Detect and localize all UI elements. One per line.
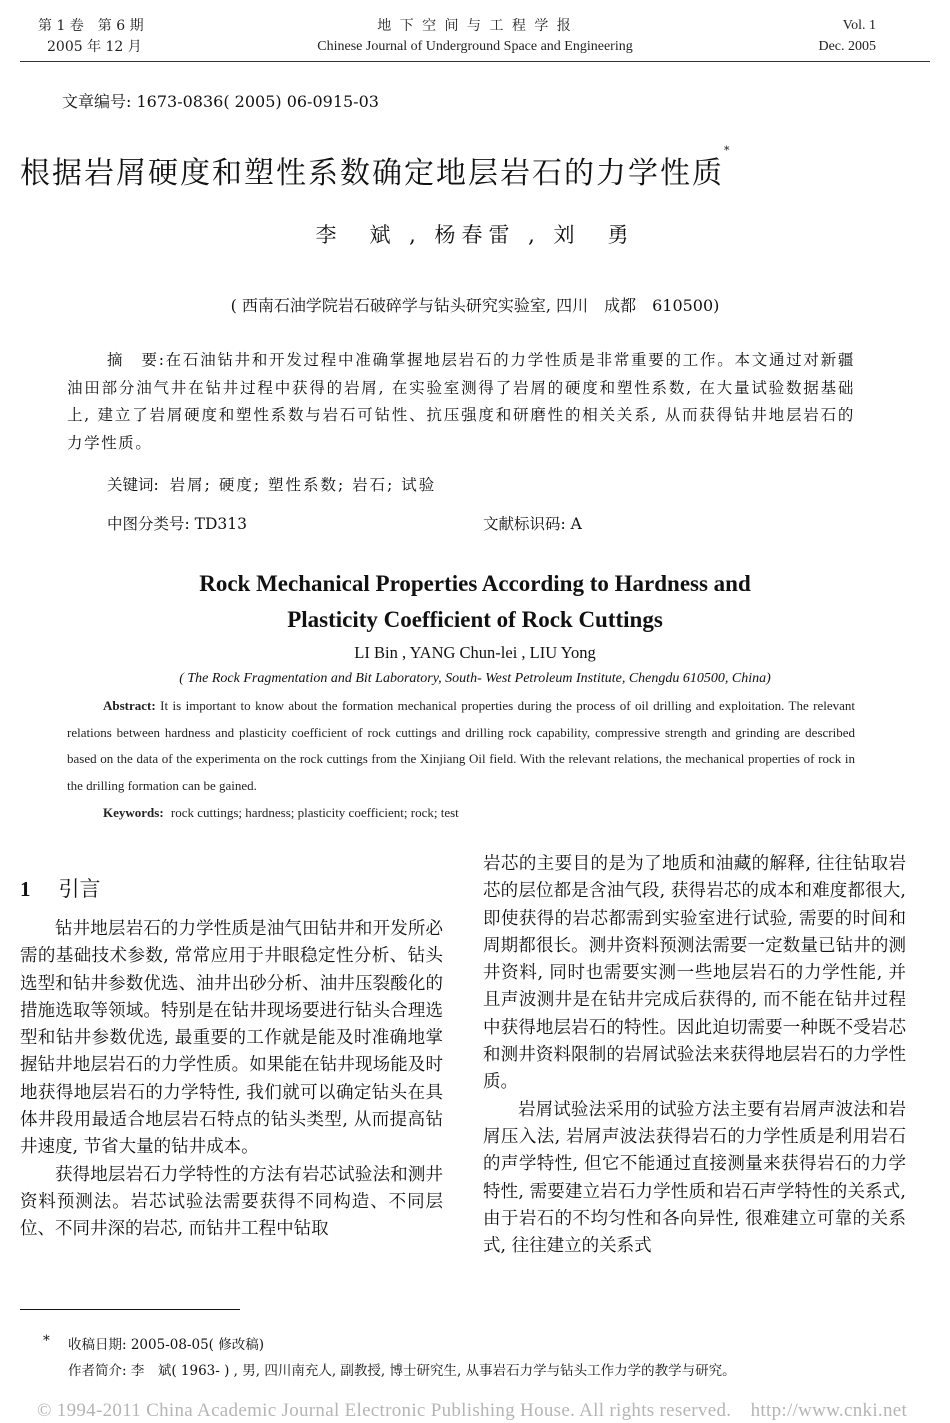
abstract-en-label: Abstract: xyxy=(103,698,156,713)
english-authors: LI Bin , YANG Chun-lei , LIU Yong xyxy=(354,643,596,662)
right-paragraph-2: 岩屑试验法采用的试验方法主要有岩屑声波法和岩屑压入法, 岩屑声波法获得岩石的力学性质是利用岩石的声学特性, 但它不能通过直接测量来获得岩石的力学特性, 需要建立岩石力学性质和岩石声学特性的关系式, 由于岩石的不均匀性和各向异性, 很难建立可靠的关系式, 往往建立的关系式 xyxy=(483,1099,906,1257)
header-journal-cn: 地 下 空 间 与 工 程 学 报 xyxy=(377,18,573,34)
clc-number: 中图分类号: TD313 xyxy=(107,515,247,533)
english-title-line2: Plasticity Coefficient of Rock Cuttings xyxy=(287,607,663,632)
header-rule xyxy=(20,61,930,62)
paper-title xyxy=(20,144,732,192)
footnote-rule xyxy=(20,1309,240,1310)
header-volume-issue: 第 1 卷 第 6 期 xyxy=(38,18,144,34)
affiliation: ( 西南石油学院岩石破碎学与钻头研究实验室, 四川 成都 610500) xyxy=(230,296,720,315)
right-column xyxy=(483,851,906,1260)
english-title-line1: Rock Mechanical Properties According to Hardness and xyxy=(199,571,751,596)
right-paragraph-1: 岩芯的主要目的是为了地质和油藏的解释, 往往钻取岩芯的层位都是含油气段, 获得岩芯的成本和难度都很大, 即使获得的岩芯都需到实验室进行试验, 需要的时间和周期都很长。测井资料预测法需要一定数量已钻井的测井资料, 同时也需要实测一些地层岩石的力学性能, 并且声波测井是在钻井完成后获得的, 而不能在钻井过程中获得地层岩石的特性。因此迫切需要一种既不受岩芯和测井资料限制的岩屑试验法来获得地层岩石的力学性质。 xyxy=(483,854,906,1093)
header-date-cn: 2005 年 12 月 xyxy=(47,39,142,55)
keywords-en xyxy=(103,800,459,827)
document-code: 文献标识码: A xyxy=(483,515,582,533)
footnote-author-bio: 作者简介: 李 斌( 1963- ) , 男, 四川南充人, 副教授, 博士研究生, 从事岩石力学与钻头工作力学的教学与研究。 xyxy=(68,1363,736,1379)
section-heading xyxy=(20,873,101,903)
footnote-mark: * xyxy=(43,1333,50,1349)
abstract-cn-label: 摘 要: xyxy=(107,351,166,369)
abstract-en-text: It is important to know about the formation mechanical properties during the process of oil drilling and exploitation. The relevant relations between hardness and plasticity coefficient of rock cuttings and drilling rock capability, compressive strength and grinding are described based on the data of the experimenta on the rock cuttings from the Xinjiang Oil field. With the relevant relations, the mechanical properties of rock in the drilling formation can be gained. xyxy=(67,698,856,793)
left-column xyxy=(20,916,443,1244)
paper-title-text: 根据岩屑硬度和塑性系数确定地层岩石的力学性质 xyxy=(20,156,724,191)
section-number: 1 xyxy=(20,877,31,901)
left-paragraph-1: 钻井地层岩石的力学性质是油气田钻井和开发所必需的基础技术参数, 常常应用于井眼稳定性分析、钻头选型和钻井参数优选、油井出砂分析、油井压裂酸化的措施选取等领域。特别是在钻井现场要进行钻头合理选型和钻井参数优选, 最重要的工作就是能及时准确地掌握钻井地层岩石的力学性质。如果能在钻井现场能及时地获得地层岩石的力学特性, 我们就可以确定钻头在具体井段用最适合地层岩石特点的钻头类型, 从而提高钻井速度, 节省大量的钻井成本。 xyxy=(20,919,443,1158)
header-volume-en: Vol. 1 xyxy=(842,18,876,33)
authors: 李 斌 , 杨春雷 , 刘 勇 xyxy=(315,223,635,247)
keywords-cn-label: 关键词: xyxy=(107,476,159,494)
article-number: 文章编号: 1673-0836( 2005) 06-0915-03 xyxy=(62,92,379,111)
header-date-en: Dec. 2005 xyxy=(818,39,876,54)
abstract-en xyxy=(67,693,855,799)
english-affiliation: ( The Rock Fragmentation and Bit Laboratory, South- West Petroleum Institute, Chengdu 610500, China) xyxy=(179,671,771,686)
keywords-cn xyxy=(107,473,436,495)
copyright-watermark: © 1994-2011 China Academic Journal Electronic Publishing House. All rights reserved. http://www.cnki.net xyxy=(37,1400,908,1421)
keywords-cn-text: 岩屑; 硬度; 塑性系数; 岩石; 试验 xyxy=(169,476,437,494)
section-title: 引言 xyxy=(58,877,101,901)
footnote-received: 收稿日期: 2005-08-05( 修改稿) xyxy=(68,1337,265,1353)
keywords-en-text: rock cuttings; hardness; plasticity coefficient; rock; test xyxy=(170,805,459,820)
keywords-en-label: Keywords: xyxy=(103,805,164,820)
header-journal-en: Chinese Journal of Underground Space and Engineering xyxy=(317,39,633,54)
title-footnote-mark: * xyxy=(724,144,732,157)
abstract-cn-text: 在石油钻井和开发过程中准确掌握地层岩石的力学性质是非常重要的工作。本文通过对新疆油田部分油气井在钻井过程中获得的岩屑, 在实验室测得了岩屑的硬度和塑性系数, 在大量试验数据基础上, 建立了岩屑硬度和塑性系数与岩石可钻性、抗压强度和研磨性的相关关系, 从而获得钻井地层岩石的力学性质。 xyxy=(67,351,855,452)
left-paragraph-2: 获得地层岩石力学特性的方法有岩芯试验法和测井资料预测法。岩芯试验法需要获得不同构造、不同层位、不同井深的岩芯, 而钻井工程中钻取 xyxy=(20,1164,443,1240)
abstract-cn xyxy=(67,347,855,457)
